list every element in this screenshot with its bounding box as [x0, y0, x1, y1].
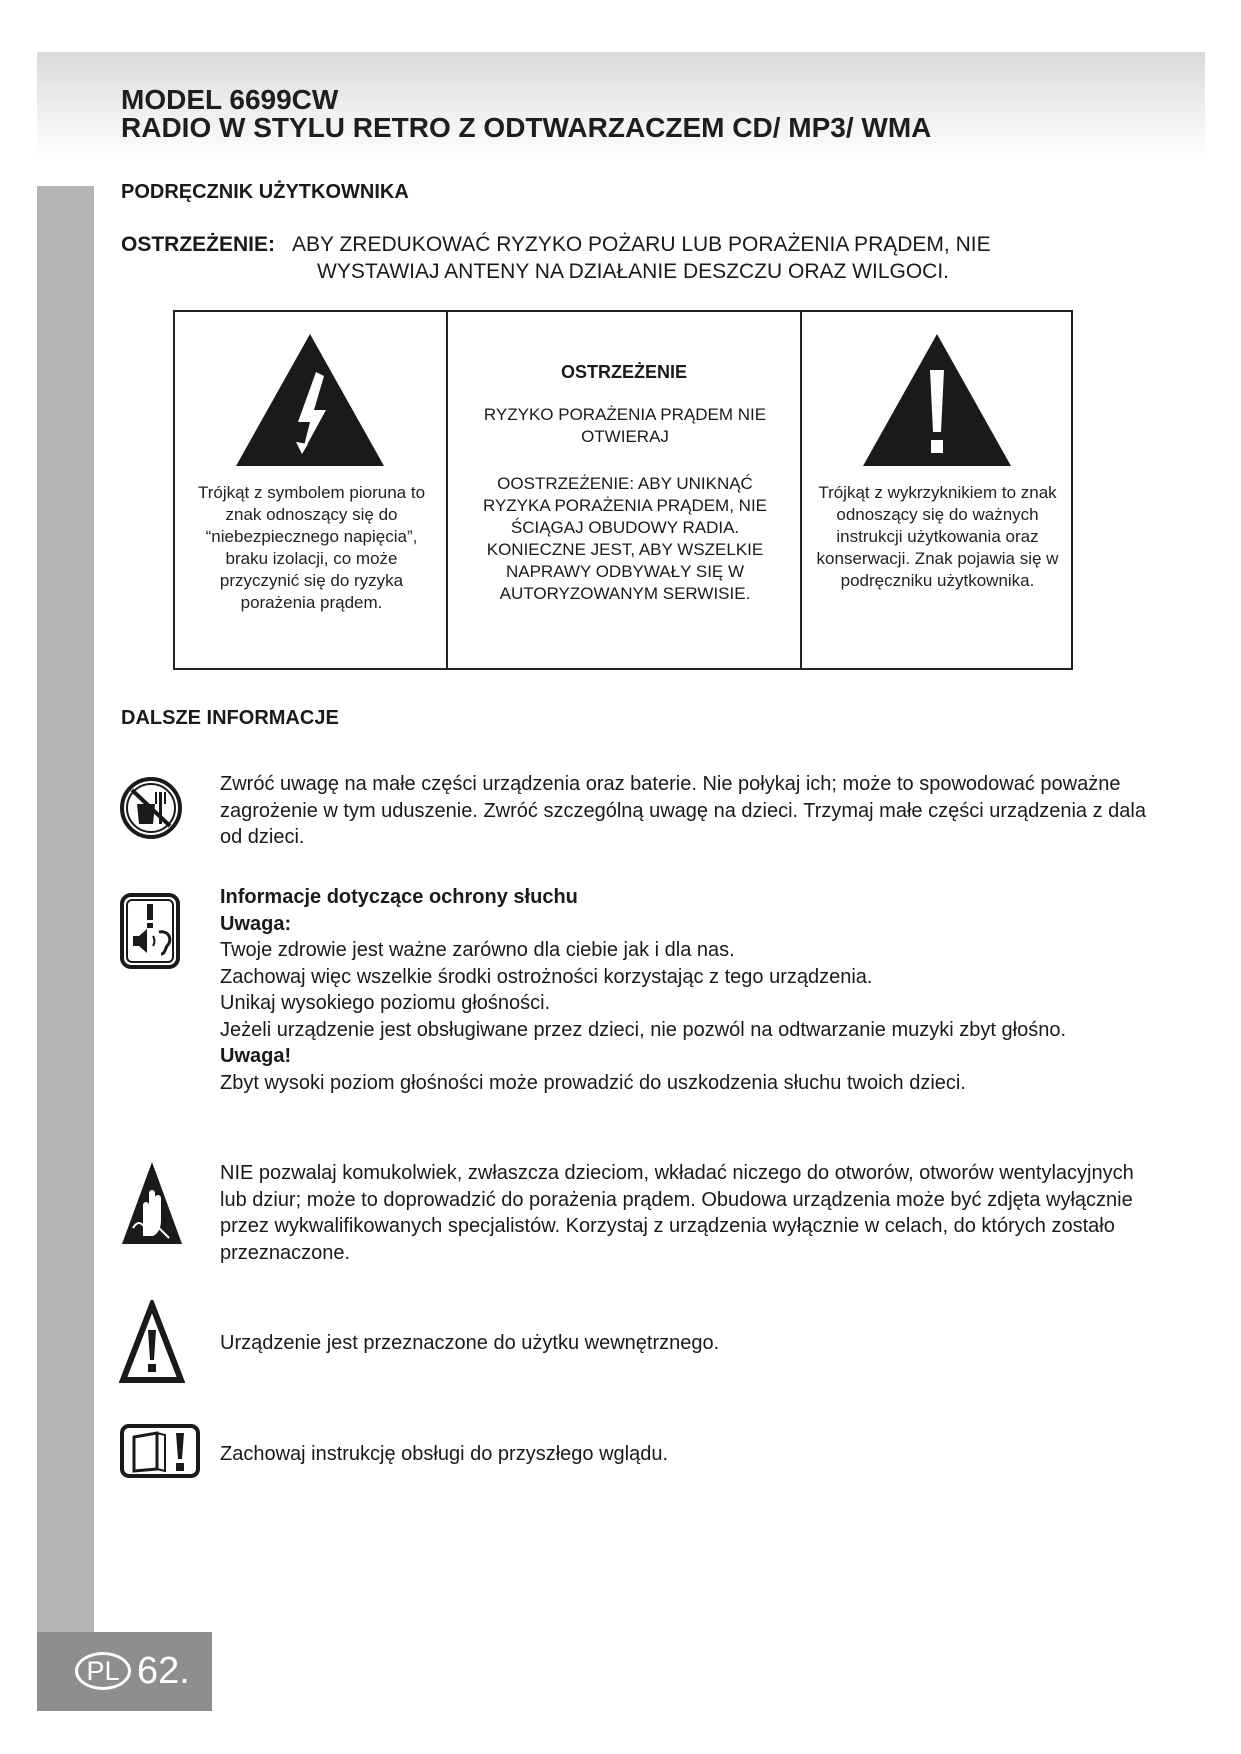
- exclamation-symbol-description: Trójkąt z wykrzyknikiem to znak odnoszący się do ważnych instrukcji użytkowania oraz konserwacji. Znak pojawia się w podręczniku użytkownika.: [816, 483, 1059, 590]
- page-footer: [37, 1632, 212, 1711]
- warning-text: [292, 231, 1052, 285]
- hearing-protection-icon: [119, 892, 183, 970]
- manual-title: PODRĘCZNIK UŻYTKOWNIKA: [121, 181, 409, 203]
- hearing-note-1: Uwaga:: [220, 912, 292, 935]
- lightning-symbol-cell: [175, 312, 448, 668]
- indoor-use-text: Urządzenie jest przeznaczone do użytku wewnętrznego.: [220, 1332, 720, 1354]
- language-badge: PL: [75, 1652, 131, 1690]
- hearing-line-1: Twoje zdrowie jest ważne zarówno dla ciebie jak i dla nas.: [220, 939, 735, 961]
- page-number: 62.: [137, 1650, 190, 1692]
- hearing-line-2: Zachowaj więc wszelkie środki ostrożności korzystając z tego urządzenia.: [220, 965, 873, 988]
- warning-label: OSTRZEŻENIE:: [121, 233, 276, 256]
- shock-warning-heading: OSTRZEŻENIE: [560, 362, 687, 382]
- hearing-title: Informacje dotyczące ochrony słuchu: [220, 886, 578, 908]
- hearing-note-2: Uwaga!: [220, 1045, 292, 1067]
- no-swallow-icon: [119, 768, 185, 848]
- side-bar: [37, 186, 94, 1632]
- read-manual-icon: [119, 1423, 203, 1481]
- exclamation-symbol-cell: [802, 312, 1071, 668]
- further-info-heading: DALSZE INFORMACJE: [121, 707, 339, 729]
- lightning-triangle-icon: [232, 330, 388, 470]
- warning-line-1: ABY ZREDUKOWAĆ RYZYKO POŻARU LUB PORAŻENIA PRĄDEM, NIE: [292, 233, 991, 256]
- shock-warning-cell: [448, 312, 802, 668]
- hearing-protection-block: [220, 884, 1150, 1096]
- warning-line-2: WYSTAWIAJ ANTENY NA DZIAŁANIE DESZCZU ORAZ WILGOCI.: [317, 260, 950, 283]
- hearing-line-5: Zbyt wysoki poziom głośności może prowadzić do uszkodzenia słuchu twoich dzieci.: [220, 1071, 966, 1094]
- caution-triangle-icon: [119, 1300, 185, 1386]
- shock-warning-body: OOSTRZEŻENIE: ABY UNIKNĄĆ RYZYKA PORAŻENIA PRĄDEM, NIE ŚCIĄGAJ OBUDOWY RADIA. KONIECZNE JEST, ABY WSZELKIE NAPRAWY ODBYWAŁY SIĘ W AUTORYZOWANYM SERWISIE.: [482, 474, 768, 603]
- hearing-line-4: Jeżeli urządzenie jest obsługiwane przez dzieci, nie pozwól na odtwarzanie muzyki zbyt głośno.: [220, 1018, 1066, 1041]
- no-insert-objects-icon: [119, 1158, 185, 1248]
- model-title: MODEL 6699CW: [121, 84, 339, 115]
- product-title: RADIO W STYLU RETRO Z ODTWARZACZEM CD/ MP3/ WMA: [121, 112, 932, 143]
- hearing-line-3: Unikaj wysokiego poziomu głośności.: [220, 992, 551, 1014]
- keep-manual-text: Zachowaj instrukcję obsługi do przyszłego wglądu.: [220, 1443, 669, 1465]
- lightning-symbol-description: Trójkąt z symbolem pioruna to znak odnoszący się do “niebezpiecznego napięcia”, braku izolacji, co może przyczynić się do ryzyka porażenia prądem.: [197, 483, 426, 612]
- shock-risk-text: RYZYKO PORAŻENIA PRĄDEM NIE OTWIERAJ: [483, 405, 767, 446]
- small-parts-text: Zwróć uwagę na małe części urządzenia oraz baterie. Nie połykaj ich; może to spowodować poważne zagrożenie w tym uduszenie. Zwróć szczególną uwagę na dzieci. Trzymaj małe części urządzenia z dala od dzieci.: [220, 773, 1146, 848]
- warning-symbols-table: [173, 310, 1073, 670]
- exclamation-triangle-icon: [859, 330, 1015, 470]
- openings-warning-text: NIE pozwalaj komukolwiek, zwłaszcza dzieciom, wkładać niczego do otworów, otworów wentylacyjnych lub dziur; może to doprowadzić do porażenia prądem. Obudowa urządzenia może być zdjęta wyłącznie przez wykwalifikowanych specjalistów. Korzystaj z urządzenia wyłącznie w celach, do których zostało przeznaczone.: [220, 1162, 1134, 1264]
